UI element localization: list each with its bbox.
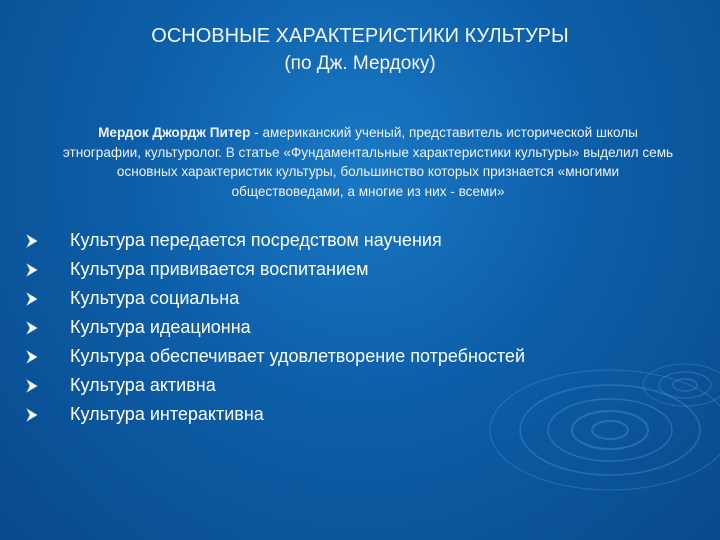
- list-item: [26, 400, 525, 429]
- arrowhead-bullet-icon: [26, 350, 48, 364]
- list-item-text: Культура социальна: [70, 288, 240, 308]
- list-item: [26, 255, 525, 284]
- list-item-text: Культура обеспечивает удовлетворение потребностей: [70, 346, 526, 366]
- list-item: [26, 226, 525, 255]
- arrowhead-bullet-icon: [26, 234, 48, 248]
- list-item-text: Культура идеационна: [70, 317, 251, 337]
- slide-subtitle: (по Дж. Мердоку): [284, 53, 436, 74]
- arrowhead-bullet-icon: [26, 379, 48, 393]
- list-item: [26, 284, 525, 313]
- intro-author: Мердок Джордж Питер: [98, 125, 251, 140]
- list-item: [26, 342, 525, 371]
- list-item: [26, 313, 525, 342]
- arrowhead-bullet-icon: [26, 263, 48, 277]
- list-item-text: Культура передается посредством научения: [70, 230, 442, 250]
- slide-title: [0, 22, 720, 78]
- intro-paragraph: [62, 123, 674, 201]
- characteristics-list: [26, 226, 525, 429]
- arrowhead-bullet-icon: [26, 292, 48, 306]
- arrowhead-bullet-icon: [26, 408, 48, 422]
- list-item-text: Культура активна: [70, 375, 216, 395]
- slide-title-line1: ОСНОВНЫЕ ХАРАКТЕРИСТИКИ КУЛЬТУРЫ: [151, 25, 569, 47]
- list-item: [26, 371, 525, 400]
- list-item-text: Культура интерактивна: [70, 404, 264, 424]
- list-item-text: Культура прививается воспитанием: [70, 259, 369, 279]
- arrowhead-bullet-icon: [26, 321, 48, 335]
- intro-text: - американский ученый, представитель исторической школы этнографии, культуролог. В статье «Фундаментальные характеристики культуры» выделил семь основных характеристик культуры, большинство которых признается «многими обществоведами, а многие из них - всеми»: [62, 125, 674, 199]
